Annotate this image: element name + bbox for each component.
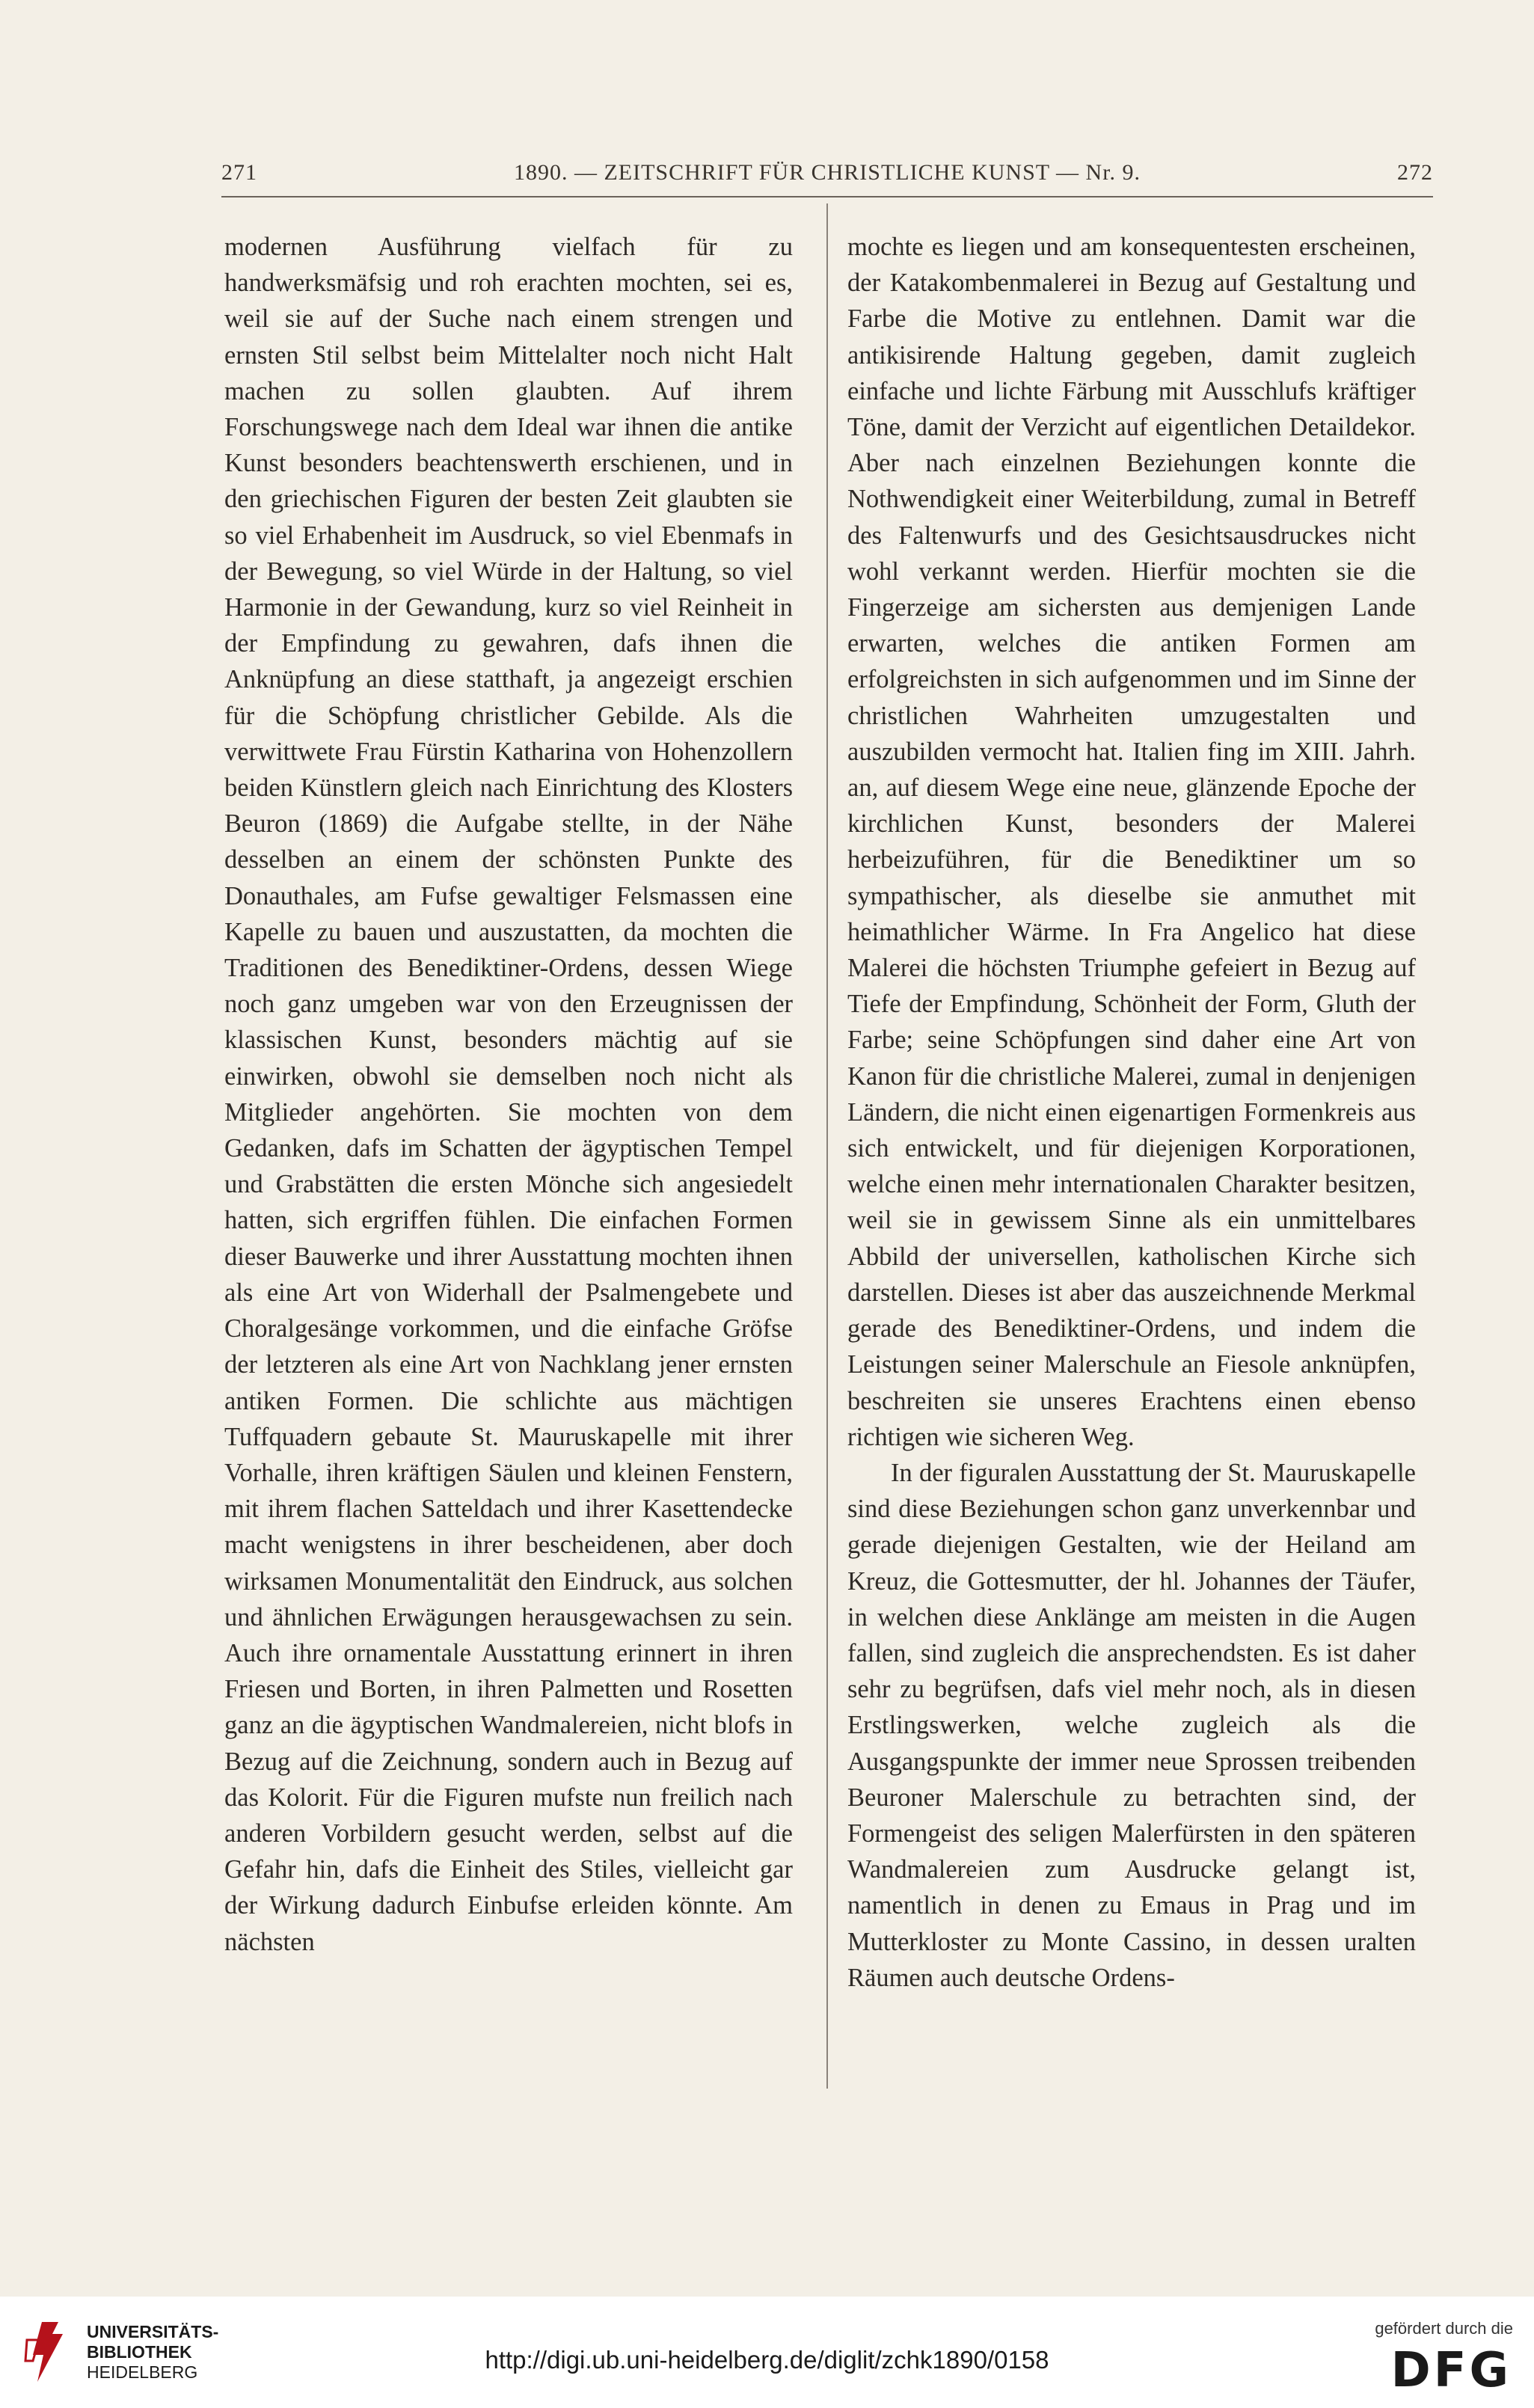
right-column [847, 229, 1416, 1996]
library-name-line-3: HEIDELBERG [87, 2362, 198, 2382]
dfg-logo-icon[interactable]: DFG [1390, 2343, 1512, 2398]
left-column [224, 229, 793, 1960]
right-paragraph-2: In der figuralen Ausstattung der St. Mauruskapelle sind diese Beziehungen schon ganz unverkennbar und gerade diejenigen Gestalten, wie der Heiland am Kreuz, die Gottesmutter, der hl. Johannes der Täufer, in welchen diese Anklänge am meisten in die Augen fallen, sind zugleich die ansprechendsten. Es ist daher sehr zu begrüfsen, dafs viel mehr noch, als in diesen Erstlingswerken, welche zugleich als die Ausgangspunkte der immer neue Sprossen treibenden Beuroner Malerschule zu betrachten sind, der Formengeist des seligen Malerfürsten in den späteren Wandmalereien zum Ausdrucke gelangt ist, namentlich in denen zu Emaus in Prag und im Mutterkloster zu Monte Cassino, in dessen uralten Räumen auch deutsche Ordens- [847, 1458, 1416, 1992]
running-head [221, 160, 1433, 197]
library-name-line-2: BIBLIOTHEK [87, 2342, 192, 2362]
page-number-left: 271 [221, 160, 257, 185]
viewer-footer [0, 2297, 1534, 2408]
permalink-url[interactable]: http://digi.ub.uni-heidelberg.de/diglit/zchk1890/0158 [485, 2346, 1049, 2374]
page-number-right: 272 [1397, 160, 1433, 185]
right-paragraph-1: mochte es liegen und am konsequentesten erscheinen, der Katakombenmalerei in Bezug auf Gestaltung und Farbe die Motive zu entlehnen. Damit war die antikisirende Haltung gegeben, damit zugleich einfache und lichte Färbung mit Ausschlufs kräftiger Töne, damit der Verzicht auf eigentlichen Detaildekor. Aber nach einzelnen Beziehungen konnte die Nothwendigkeit einer Weiterbildung, zumal in Betreff des Faltenwurfs und des Gesichtsausdruckes nicht wohl verkannt werden. Hierfür mochten sie die Fingerzeige am sichersten aus demjenigen Lande erwarten, welches die antiken Formen am erfolgreichsten in sich aufgenommen und im Sinne der christlichen Wahrheiten umzugestalten und auszubilden vermocht hat. Italien fing im XIII. Jahrh. an, auf diesem Wege eine neue, glänzende Epoche der kirchlichen Kunst, besonders der Malerei herbeizuführen, für die Benediktiner um so sympathischer, als dieselbe sie anmuthet mit heimathlicher Wärme. In Fra Angelico hat diese Malerei die höchsten Triumphe gefeiert in Bezug auf Tiefe der Empfindung, Schönheit der Form, Gluth der Farbe; seine Schöpfungen sind daher eine Art von Kanon für die christliche Malerei, zumal in denjenigen Ländern, die nicht einen eigenartigen Formenkreis aus sich entwickelt, und für diejenigen Korporationen, welche einen mehr internationalen Charakter besitzen, weil sie in gewissem Sinne als ein unmittelbares Abbild der universellen, katholischen Kirche sich darstellen. Dieses ist aber das auszeichnende Merkmal gerade des Benediktiner-Ordens, und indem die Leistungen seiner Malerschule an Fiesole anknüpfen, beschreiten sie unseres Erachtens einen ebenso richtigen wie sicheren Weg. [847, 233, 1416, 1451]
header-rule [221, 196, 1433, 197]
library-name-line-1: UNIVERSITÄTS- [87, 2322, 219, 2341]
left-paragraph-1: modernen Ausführung vielfach für zu handwerksmäfsig und roh erachten mochten, sei es, weil sie auf der Suche nach einem strengen und ernsten Stil selbst beim Mittelalter noch nicht Halt machen zu sollen glaubten. Auf ihrem Forschungswege nach dem Ideal war ihnen die antike Kunst besonders beachtenswerth erschienen, und in den griechischen Figuren der besten Zeit glaubten sie so viel Erhabenheit im Ausdruck, so viel Ebenmafs in der Bewegung, so viel Würde in der Haltung, so viel Harmonie in der Gewandung, kurz so viel Reinheit in der Empfindung zu gewahren, dafs ihnen die Anknüpfung an diese statthaft, ja angezeigt erschien für die Schöpfung christlicher Gebilde. Als die verwittwete Frau Fürstin Katharina von Hohenzollern beiden Künstlern gleich nach Einrichtung des Klosters Beuron (1869) die Aufgabe stellte, in der Nähe desselben an einem der schönsten Punkte des Donauthales, am Fufse gewaltiger Felsmassen eine Kapelle zu bauen und auszustatten, da mochten die Traditionen des Benediktiner-Ordens, dessen Wiege noch ganz umgeben war von den Erzeugnissen der klassischen Kunst, besonders mächtig auf sie einwirken, obwohl sie demselben noch nicht als Mitglieder angehörten. Sie mochten von dem Gedanken, dafs im Schatten der ägyptischen Tempel und Grabstätten die ersten Mönche sich angesiedelt hatten, sich ergriffen fühlen. Die einfachen Formen dieser Bauwerke und ihrer Ausstattung mochten ihnen als eine Art von Widerhall der Psalmengebete und Choralgesänge vorkommen, und die einfache Gröfse der letzteren als eine Art von Nachklang jener ernsten antiken Formen. Die schlichte aus mächtigen Tuffquadern gebaute St. Mauruskapelle mit ihrer Vorhalle, ihren kräftigen Säulen und kleinen Fenstern, mit ihrem flachen Satteldach und ihrer Kasettendecke macht wenigstens in ihrer bescheidenen, aber doch wirksamen Monumentalität den Eindruck, aus solchen und ähnlichen Erwägungen herausgewachsen zu sein. Auch ihre ornamentale Ausstattung erinnert in ihren Friesen und Borten, in ihren Palmetten und Rosetten ganz an die ägyptischen Wandmalereien, nicht blofs in Bezug auf die Zeichnung, sondern auch in Bezug auf das Kolorit. Für die Figuren mufste nun freilich nach anderen Vorbildern gesucht werden, selbst auf die Gefahr hin, dafs die Einheit des Stiles, vielleicht gar der Wirkung dadurch Einbufse erleiden könnte. Am nächsten [224, 233, 793, 1956]
funded-by-label: gefördert durch die [1375, 2319, 1513, 2338]
journal-title: 1890. — ZEITSCHRIFT FÜR CHRISTLICHE KUNST — Nr. 9. [513, 160, 1141, 185]
column-divider [826, 203, 828, 2089]
